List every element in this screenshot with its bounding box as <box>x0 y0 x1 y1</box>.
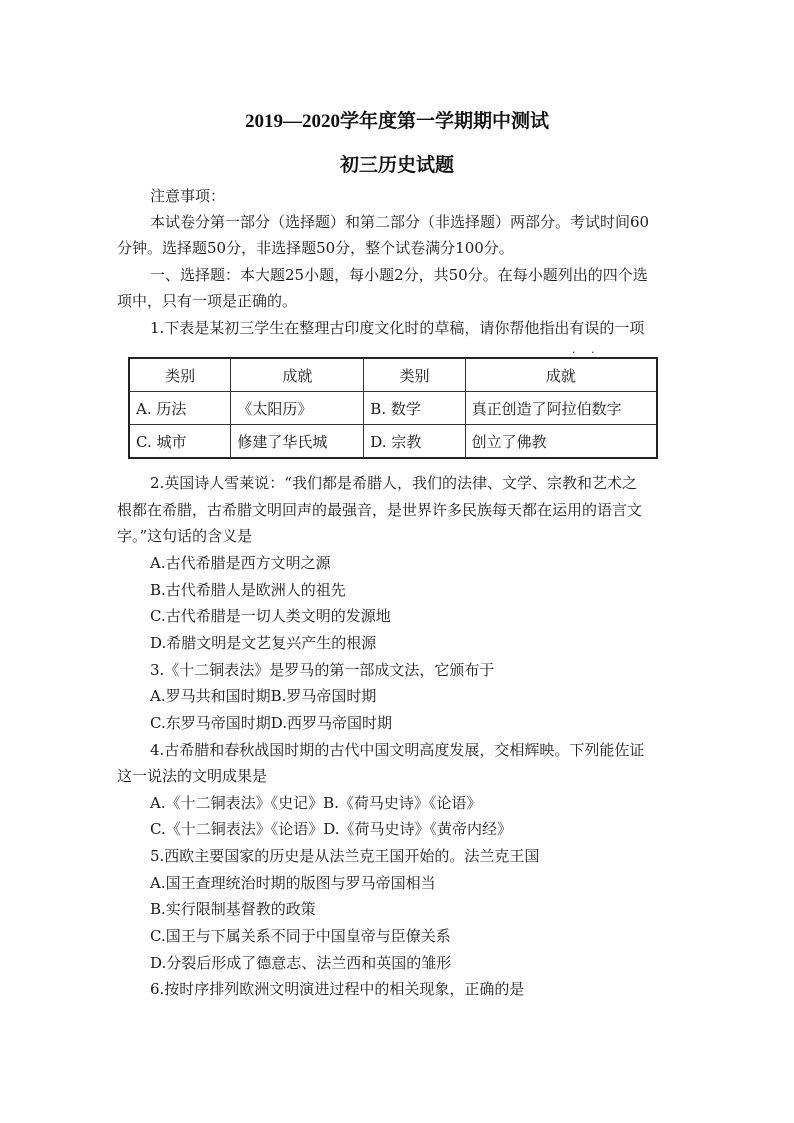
question-stem: 这一说法的文明成果是 <box>117 767 268 785</box>
question-stem: 4.古希腊和春秋战国时期的古代中国文明高度发展，交相辉映。下列能佐证 <box>150 741 645 759</box>
answer-option: A.古代希腊是西方文明之源 <box>150 554 331 572</box>
table-row <box>129 425 657 459</box>
section-heading: 项中，只有一项是正确的。 <box>117 292 298 310</box>
answer-option: A.国王查理统治时期的版图与罗马帝国相当 <box>150 874 436 892</box>
table-row <box>129 392 657 425</box>
question-table <box>128 357 658 459</box>
answer-option: A.《十二铜表法》《史记》B.《荷马史诗》《论语》 <box>150 794 482 812</box>
emphasis-dots: · · <box>572 346 601 359</box>
answer-option: C.国王与下属关系不同于中国皇帝与臣僚关系 <box>150 927 451 945</box>
table-cell: 真正创造了阿拉伯数字 <box>465 392 657 425</box>
exam-subtitle: 初三历史试题 <box>339 155 454 176</box>
answer-option: B.实行限制基督教的政策 <box>150 900 316 918</box>
table-header-cell: 成就 <box>465 358 657 392</box>
table-cell: B. 数学 <box>364 392 465 425</box>
answer-option: D.希腊文明是文艺复兴产生的根源 <box>150 634 377 652</box>
question-stem: 字。”这句话的含义是 <box>117 527 253 545</box>
table-header-cell: 类别 <box>364 358 465 392</box>
table-header-row <box>129 358 657 392</box>
table-cell: D. 宗教 <box>364 425 465 459</box>
exam-title: 2019—2020学年度第一学期期中测试 <box>244 111 549 132</box>
answer-option: A.罗马共和国时期B.罗马帝国时期 <box>150 687 377 705</box>
notice-line: 本试卷分第一部分（选择题）和第二部分（非选择题）两部分。考试时间60 <box>150 213 650 231</box>
question-stem: 6.按时序排列欧洲文明演进过程中的相关现象，正确的是 <box>150 980 525 998</box>
table-header-cell: 成就 <box>231 358 364 392</box>
table-cell: 修建了华氏城 <box>231 425 364 459</box>
question-stem: 1.下表是某初三学生在整理古印度文化时的草稿，请你帮他指出有误的一项 <box>150 319 645 337</box>
answer-option: C.东罗马帝国时期D.西罗马帝国时期 <box>150 714 392 732</box>
question-stem: 3.《十二铜表法》是罗马的第一部成文法，它颁布于 <box>150 661 495 679</box>
notice-line: 分钟。选择题50分，非选择题50分，整个试卷满分100分。 <box>117 239 514 257</box>
table-cell: A. 历法 <box>129 392 231 425</box>
answer-option: B.古代希腊人是欧洲人的祖先 <box>150 581 346 599</box>
table-header-cell: 类别 <box>129 358 231 392</box>
section-heading: 一、选择题：本大题25小题，每小题2分，共50分。在每小题列出的四个选 <box>150 266 648 284</box>
table-cell: 创立了佛教 <box>465 425 657 459</box>
question-stem: 2.英国诗人雪莱说：“我们都是希腊人，我们的法律、文学、宗教和艺术之 <box>150 474 637 492</box>
notice-label: 注意事项： <box>150 187 226 205</box>
question-stem: 5.西欧主要国家的历史是从法兰克王国开始的。法兰克王国 <box>150 847 540 865</box>
answer-option: D.分裂后形成了德意志、法兰西和英国的雏形 <box>150 954 452 972</box>
question-stem: 根都在希腊，古希腊文明回声的最强音，是世界许多民族每天都在运用的语言文 <box>117 501 643 519</box>
answer-option: C.《十二铜表法》《论语》D.《荷马史诗》《黄帝内经》 <box>150 820 512 838</box>
table-cell: C. 城市 <box>129 425 231 459</box>
table-cell: 《太阳历》 <box>231 392 364 425</box>
answer-option: C.古代希腊是一切人类文明的发源地 <box>150 607 391 625</box>
